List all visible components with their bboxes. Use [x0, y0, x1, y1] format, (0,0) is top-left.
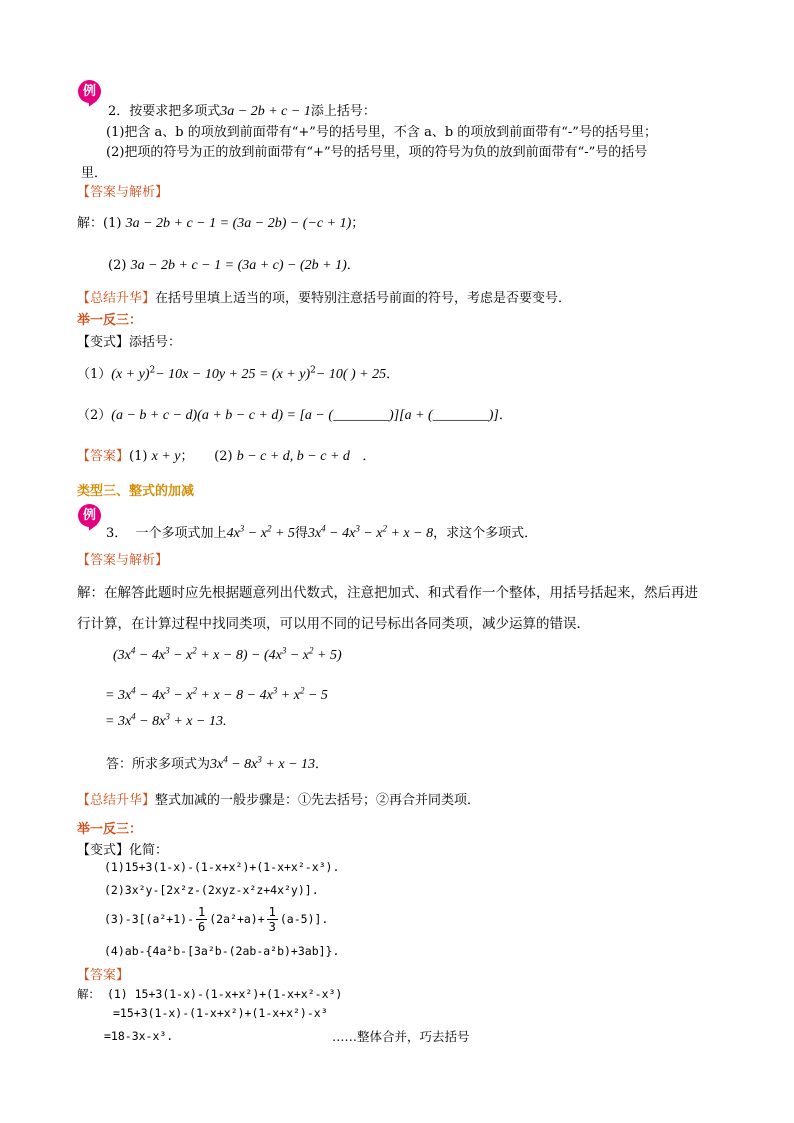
answer-line: 【答案】(1) x + y； (2) b − c + d, b − c + d ．: [77, 449, 376, 464]
example-badge-icon: 例: [78, 80, 101, 103]
practice-heading: 举一反三：: [77, 313, 143, 328]
answer-step3-note: ……整体合并，巧去括号: [332, 1029, 470, 1044]
answer-heading: 【答案与解析】: [77, 553, 169, 568]
example2-item2: (2)把项的符号为正的放到前面带有“+”号的括号里，项的符号为负的放到前面带有“-”号的括号: [106, 145, 648, 160]
solution-text-line1: 解：在解答此题时应先根据题意列出代数式，注意把加式、和式看作一个整体，用括号括起来，然后再进: [77, 585, 698, 601]
practice-heading: 举一反三：: [77, 822, 143, 837]
example2-item2-cont: 里．: [81, 166, 108, 181]
fraction-one-sixth: $\frac{1}{6}$: [198, 905, 206, 934]
variant-item2: （2）(a − b + c − d)(a + b − c + d) = [a − (________)][a + (________)]．: [77, 408, 512, 423]
answer-step2: =15+3(1-x)-(1-x+x²)+(1-x+x²)-x³: [113, 1006, 328, 1020]
variant-item1: $(1)(x + y)^2- 10x - 10y + 25 = (x + y)^2- 10$( ) + 25．: [77, 365, 400, 382]
solution-line1: 解：(1) 3a − 2b + c − 1 = (3a − 2b) − (−c + 1)；: [77, 216, 365, 231]
answer-heading: 【答案】: [77, 968, 130, 983]
solution-text-line2: 行计算，在计算过程中找同类项，可以用不同的记号标出各同类项，减少运算的错误．: [77, 616, 590, 632]
variant-line: 【变式】化简：: [77, 843, 169, 858]
summary-line: 【总结升华】在括号里填上适当的项，要特别注意括号前面的符号，考虑是否要变号．: [77, 291, 572, 306]
solution-line2: (2) 3a − 2b + c − 1 = (3a + c) − (2b + 1)．: [108, 258, 360, 273]
work-line2: = $3x^4 - 4x^3 - x^2 + x - 8 - 4x^3 + x^2 - 5$: [105, 685, 328, 703]
summary-line: 【总结升华】整式加减的一般步骤是：①先去括号；②再合并同类项．: [77, 793, 481, 808]
example3-question: 3． 一个多项式加上$4x^3 - x^2 + 5$得$3x^4 - 4x^3 - x^2 + x - 8$，求这个多项式．: [106, 523, 538, 541]
variant-item1: (1)15+3(1-x)-(1-x+x²)+(1-x+x²-x³).: [104, 860, 340, 874]
final-answer: 答：所求多项式为$3x^4 - 8x^3 + x - 13$．: [106, 754, 329, 772]
work-line3: = $3x^4 - 8x^3 + x - 13$.: [105, 711, 227, 729]
variant-item3: (3)-3[(a²+1)- $\frac{1}{6}$ (2a²+a)+ $\frac{1}{3}$ (a-5)].: [104, 905, 329, 934]
example2-question: 2．按要求把多项式3a − 2b + c − 1添上括号：: [108, 104, 376, 119]
work-line1: $(3x^4 - 4x^3 - x^2 + x - 8) - (4x^3 - x^2 + 5)$: [113, 645, 342, 663]
variant-item2: (2)3x²y-[2x²z-(2xyz-x²z+4x²y)].: [104, 883, 319, 897]
variant-line: 【变式】添括号：: [77, 335, 182, 350]
answer-step1: 解： (1) 15+3(1-x)-(1-x+x²)+(1-x+x²-x³): [77, 987, 343, 1001]
section-heading-type3: 类型三、整式的加减: [77, 484, 195, 499]
example2-item1: (1)把含 a、b 的项放到前面带有“+”号的括号里，不含 a、b 的项放到前面带有“-”号的括号里；: [106, 125, 657, 140]
fraction-one-third: $\frac{1}{3}$: [268, 905, 276, 934]
answer-step3: =18-3x-x³.: [104, 1029, 174, 1043]
answer-heading: 【答案与解析】: [77, 185, 169, 200]
variant-item4: (4)ab-{4a²b-[3a²b-(2ab-a²b)+3ab]}.: [104, 944, 340, 958]
example-badge-icon: 例: [78, 504, 101, 527]
